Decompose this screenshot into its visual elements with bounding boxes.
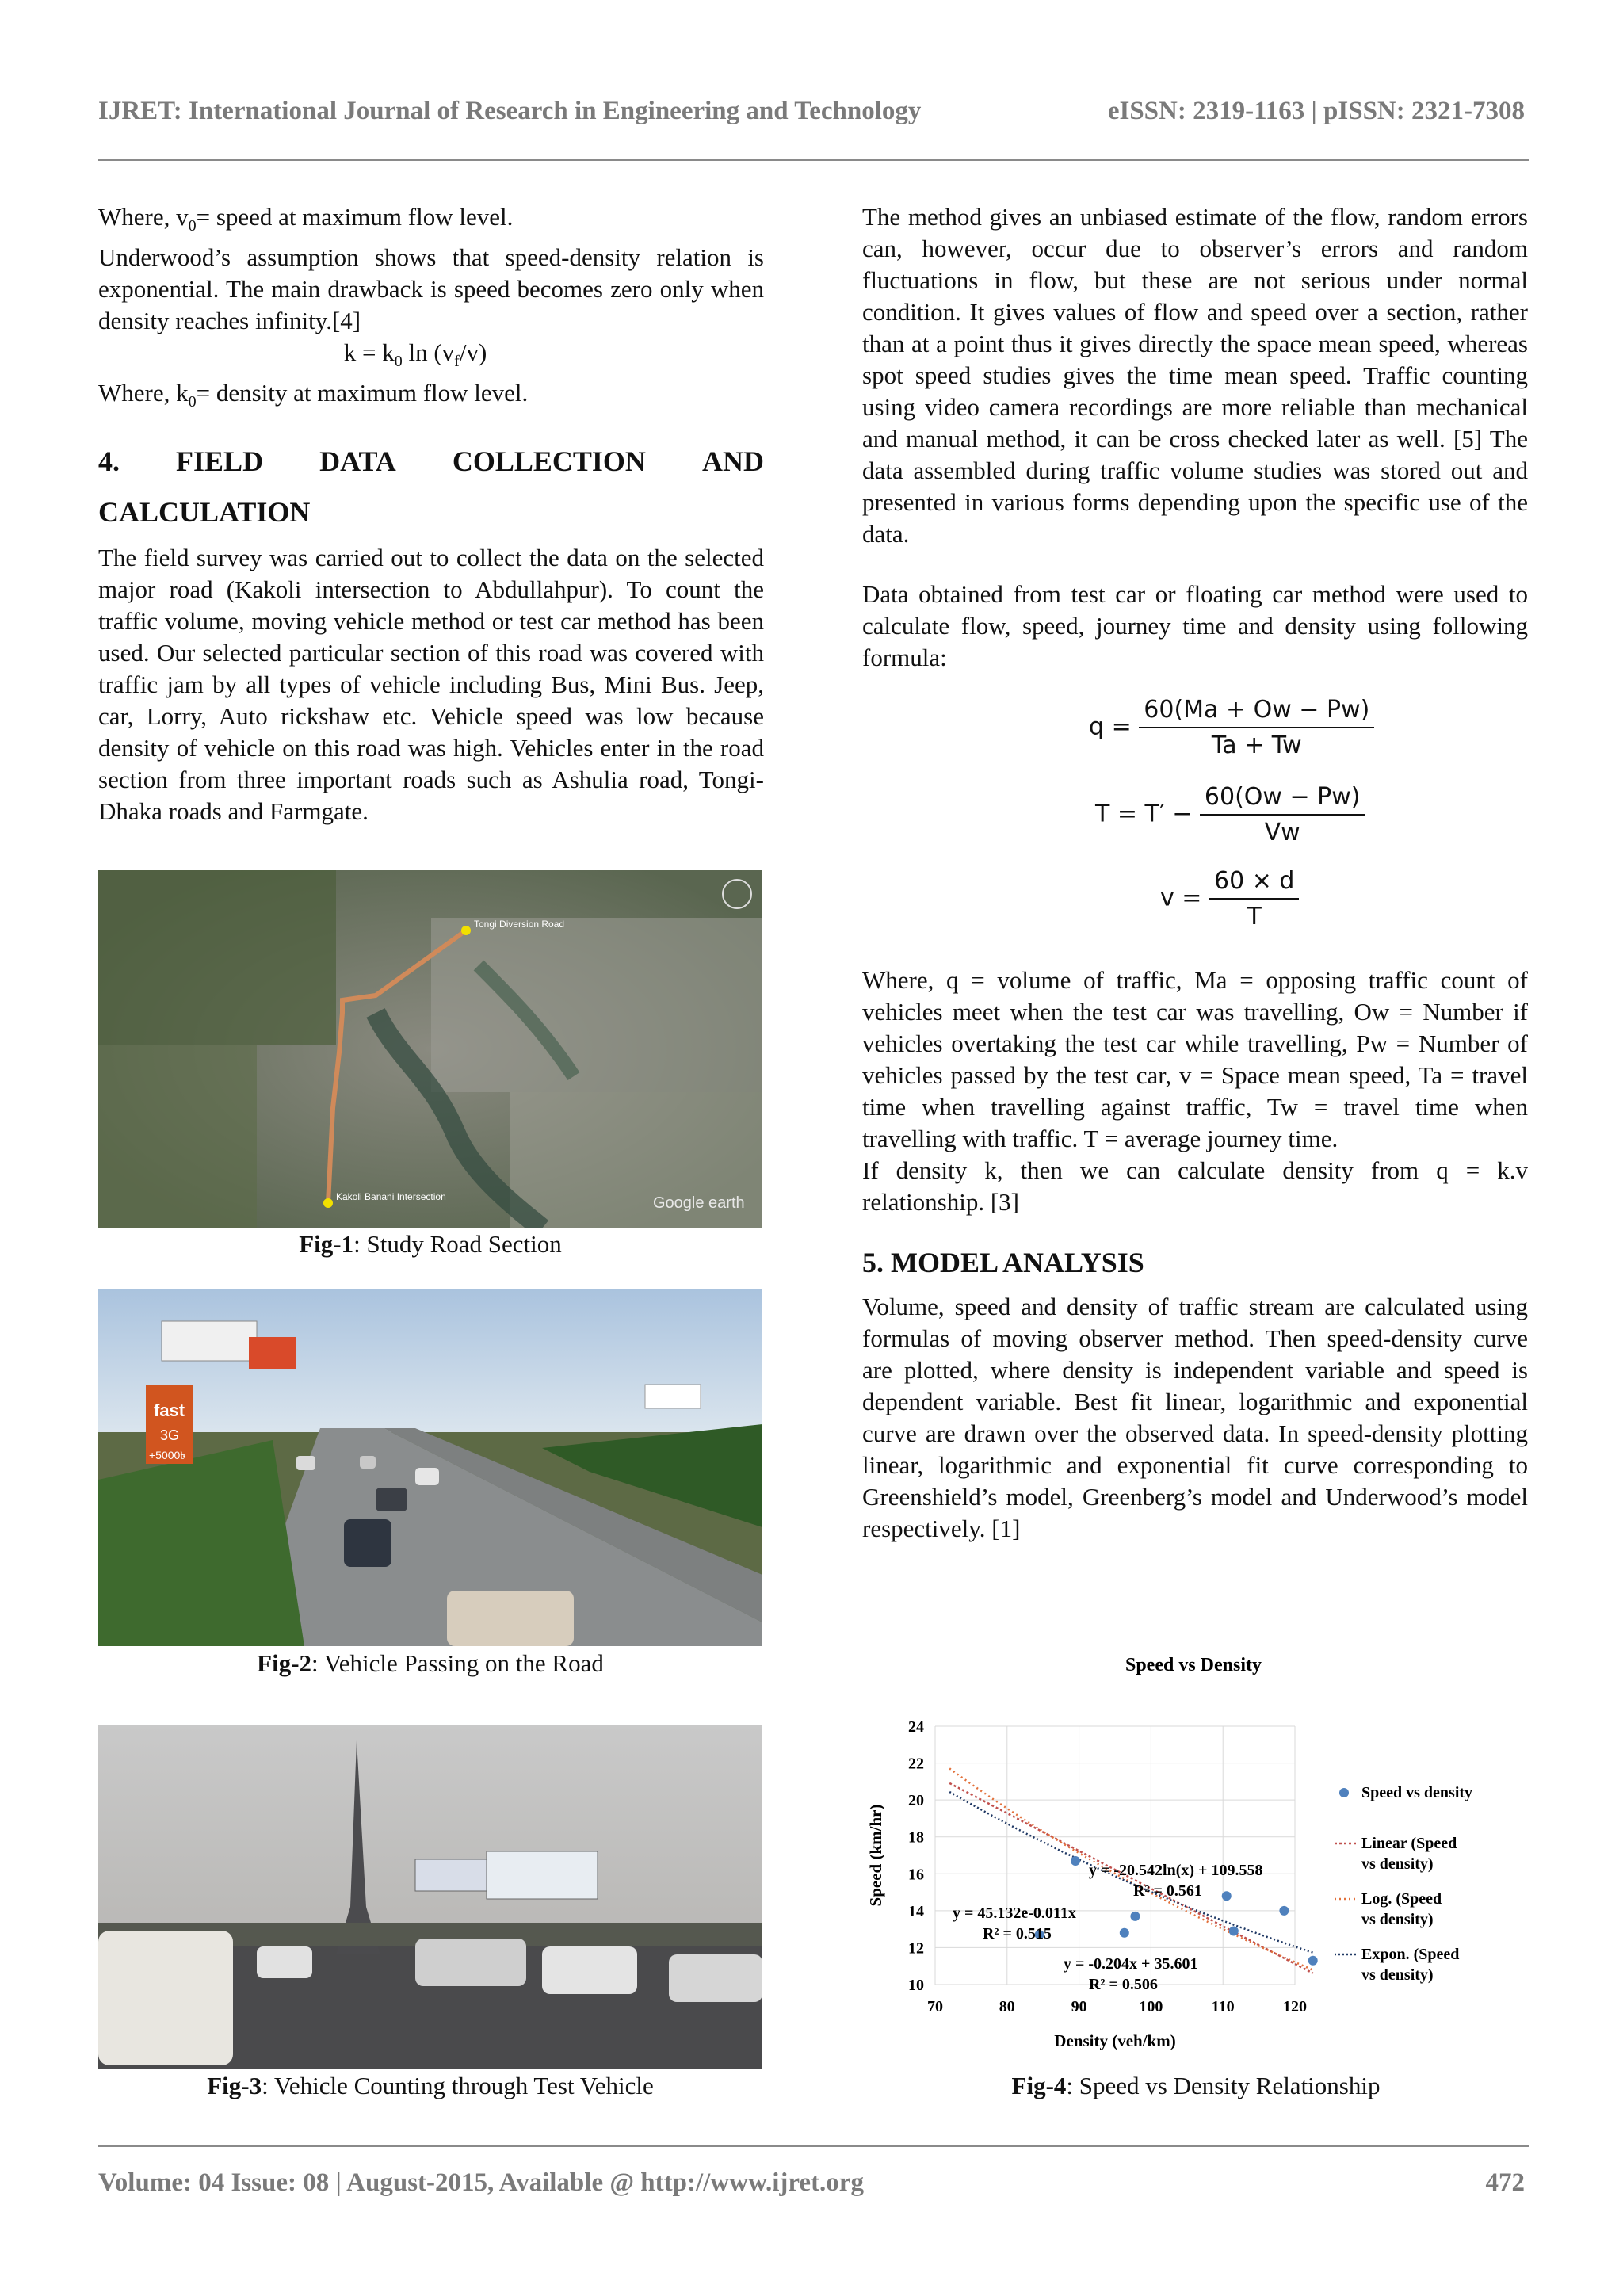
fit-equation-label: R² = 0.515: [983, 1925, 1052, 1943]
vehicle: [415, 1468, 439, 1485]
svg-text:3G: 3G: [160, 1427, 180, 1443]
left-column: [98, 201, 764, 827]
running-footer: [98, 2168, 1525, 2198]
fit-equation-label: y = -0.204x + 35.601: [1064, 1955, 1198, 1973]
chart-title: Speed vs Density: [1125, 1655, 1262, 1675]
data-point: [1071, 1856, 1080, 1866]
y-tick-label: 24: [908, 1718, 924, 1736]
x-tick-label: 110: [1211, 1998, 1235, 2015]
x-tick-label: 80: [999, 1998, 1015, 2015]
right-column: [862, 201, 1528, 674]
legend-marker: [1339, 1788, 1349, 1797]
running-header: [98, 97, 1525, 126]
figure-1-caption: Fig-1: Study Road Section: [299, 1230, 562, 1258]
x-tick-label: 70: [927, 1998, 943, 2015]
paragraph-method: The method gives an unbiased estimate of the flow, random errors can, however, occur due to observer’s errors and random fluctuations in flow, but these are not serious under normal condition. It gives values of flow and speed over a section, rather than at a point thus it gives directly the space mean speed, whereas spot speed studies gives the time mean speed. Traffic counting using video camera recordings are more reliable than mechanical and manual method, it can be cross checked later as well. [5] The data assembled during traffic volume studies was stored out and presented in various forms depending upon the specific use of the data.: [862, 203, 1528, 548]
y-tick-label: 22: [908, 1755, 924, 1773]
y-tick-label: 14: [908, 1902, 924, 1920]
pin-icon: [323, 1198, 333, 1208]
x-tick-label: 100: [1139, 1998, 1163, 2015]
paragraph-model-analysis: Volume, speed and density of traffic stream are calculated using formulas of moving observer method. Then speed-density curve are plotted, where density is independent variable and speed is dependent variable. Best fit linear, logarithmic and exponential curve are drawn over the observed data. In speed-density plotting linear, logarithmic and exponential fit curve corresponding to Greenshield’s model, Greenberg’s model and Underwood’s model respectively. [1]: [862, 1293, 1528, 1542]
vehicle: [98, 1931, 233, 2065]
legend-label: vs density): [1361, 1855, 1434, 1873]
map-label-bottom: Kakoli Banani Intersection: [336, 1191, 446, 1202]
figure-4-chart: [862, 1641, 1529, 2069]
figure-2-photo: [98, 1289, 762, 1646]
google-earth-watermark: Google earth: [653, 1194, 745, 1212]
legend-label: Speed vs density: [1361, 1784, 1473, 1801]
road-photo-image: [98, 1289, 762, 1646]
paragraph-underwood: Underwood’s assumption shows that speed-density relation is exponential. The main drawback is speed becomes zero only when density reaches infinity.[4]: [98, 243, 764, 335]
equation-v: v = $\frac{60 \times d}{T}$: [1160, 867, 1299, 930]
fit-equation-label: R² = 0.561: [1133, 1882, 1202, 1900]
svg-text:+5000৳: +5000৳: [149, 1449, 186, 1461]
data-point: [1308, 1956, 1318, 1966]
vehicle: [344, 1519, 391, 1567]
volume-info: Volume: 04 Issue: 08 | August-2015, Available @ http://www.ijret.org: [98, 2168, 864, 2197]
page-number: 472: [1485, 2168, 1525, 2197]
data-point: [1279, 1906, 1289, 1916]
paragraph-field-survey: The field survey was carried out to collect the data on the selected major road (Kakoli intersection to Abdullahpur). To count the traffic volume, moving vehicle method or test car method has been used. Our selected particular section of this road was covered with traffic jam by all types of vehicle including Bus, Mini Bus. Jeep, car, Lorry, Auto rickshaw etc. Vehicle speed was low because density of vehicle on this road was high. Vehicles enter in the road section from three important roads such as Ashulia road, Tongi-Dhaka roads and Farmgate.: [98, 543, 764, 825]
intersection-photo-image: [98, 1725, 762, 2069]
satellite-map-image: [98, 870, 762, 1228]
figure-2-caption: Fig-2: Vehicle Passing on the Road: [257, 1649, 604, 1677]
fit-equation-label: y = -20.542ln(x) + 109.558: [1089, 1862, 1263, 1879]
section-4-heading: 4. FIELD DATA COLLECTION AND CALCULATION: [98, 445, 764, 528]
data-point: [1120, 1928, 1129, 1938]
bus-roof: [447, 1591, 574, 1646]
legend-label: vs density): [1361, 1966, 1434, 1984]
right-column-lower: [862, 965, 1528, 1545]
figure-1-map: [98, 870, 762, 1228]
y-tick-label: 20: [908, 1792, 924, 1810]
fit-equation-label: R² = 0.506: [1089, 1976, 1158, 1993]
y-tick-label: 12: [908, 1939, 924, 1958]
paragraph-v0: Where, $v_0=$ speed at maximum flow level.: [98, 203, 514, 235]
vehicle: [376, 1488, 407, 1511]
paragraph-density: If density k, then we can calculate density from q = k.v relationship. [3]: [862, 1156, 1528, 1216]
x-tick-label: 90: [1071, 1998, 1087, 2015]
data-point: [1222, 1891, 1232, 1901]
legend-label: vs density): [1361, 1911, 1434, 1928]
equation-q: q = $\frac{60(Ma + Ow - Pw)}{Ta + Tw}$: [1089, 696, 1374, 759]
y-tick-label: 16: [908, 1866, 924, 1884]
paragraph-k0: Where, $k_0=$ density at maximum flow level.: [98, 379, 529, 411]
legend-label: Log. (Speed: [1361, 1890, 1442, 1908]
paragraph-where-q: Where, q = volume of traffic, Ma = opposing traffic count of vehicles meet when the test car was travelling, Ow = Number if vehicles overtaking the test car while travelling, Pw = Number of vehicles passed by the test car, v = Space mean speed, Ta = travel time when travelling against traffic, Tw = travel time when travelling with traffic. T = average journey time.: [862, 966, 1528, 1152]
y-tick-label: 10: [908, 1977, 924, 1994]
data-point: [1130, 1912, 1140, 1921]
section-5-heading: 5. MODEL ANALYSIS: [862, 1247, 1144, 1278]
pin-icon: [461, 926, 471, 935]
y-axis-label: Speed (km/hr): [866, 1804, 885, 1907]
map-label-top: Tongi Diversion Road: [474, 919, 565, 930]
footer-rule: [98, 2145, 1529, 2147]
fit-equation-label: y = 45.132e-0.011x: [953, 1904, 1076, 1922]
legend-label: Expon. (Speed: [1361, 1946, 1460, 1963]
svg-text:fast: fast: [154, 1400, 185, 1420]
paragraph-data-obtained: Data obtained from test car or floating car method were used to calculate flow, speed, journey time and density using following formula:: [862, 580, 1528, 671]
figure-3-caption: Fig-3: Vehicle Counting through Test Vehicle: [207, 2072, 654, 2099]
data-point: [1229, 1926, 1239, 1935]
figure-4-caption: Fig-4: Speed vs Density Relationship: [1011, 2072, 1381, 2099]
x-axis-label: Density (veh/km): [1054, 2031, 1176, 2050]
equation-k: $k = k_0$ $\ln (v_f/v)$: [343, 338, 487, 371]
x-tick-label: 120: [1283, 1998, 1307, 2015]
figure-3-photo: [98, 1725, 762, 2069]
journal-title: IJRET: International Journal of Research in Engineering and Technology: [98, 97, 922, 125]
equation-t: T = T′ − $\frac{60(Ow - Pw)}{Vw}$: [1095, 783, 1365, 846]
y-tick-label: 18: [908, 1828, 924, 1847]
issn: eISSN: 2319-1163 | pISSN: 2321-7308: [1107, 97, 1525, 125]
speed-density-chart: [862, 1641, 1529, 2069]
header-rule: [98, 159, 1529, 161]
legend-label: Linear (Speed: [1361, 1835, 1457, 1852]
